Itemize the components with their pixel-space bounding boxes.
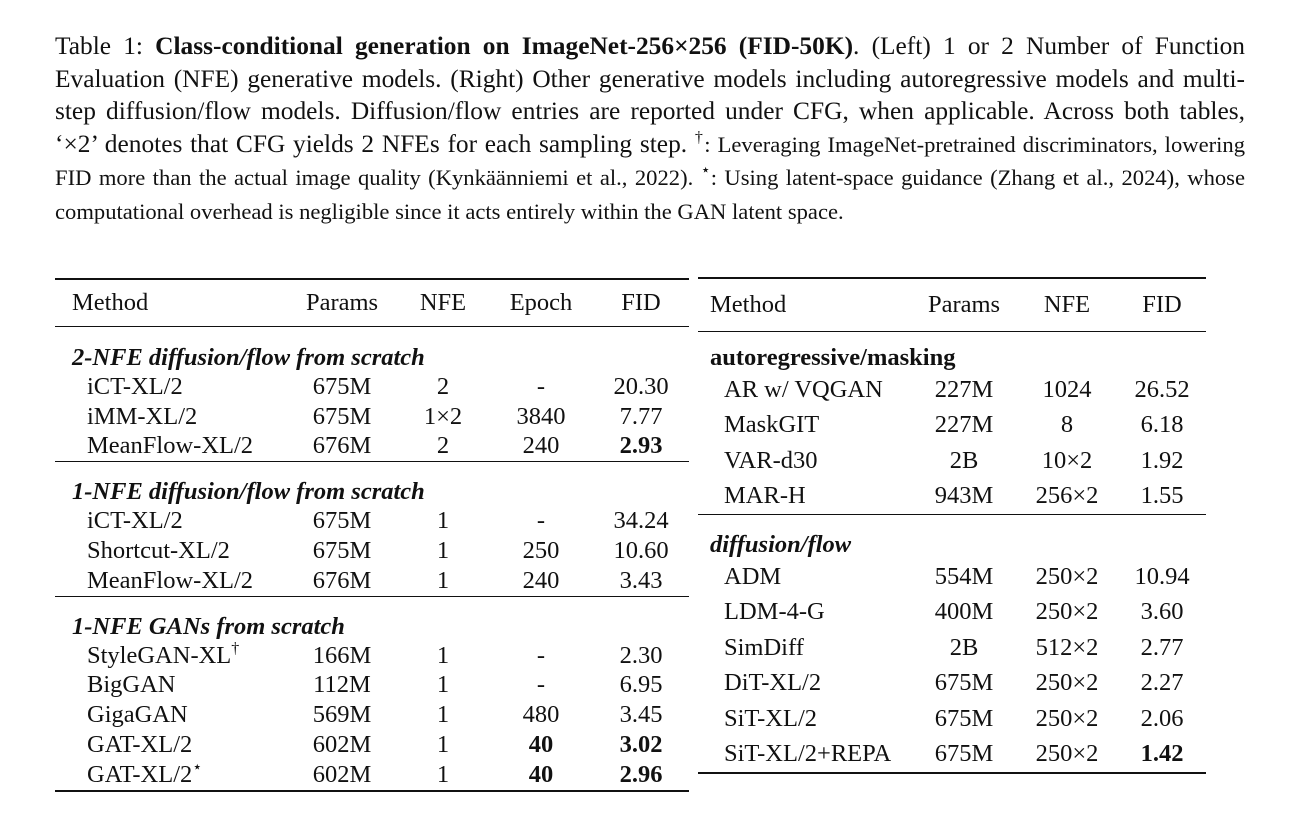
params-cell: 2B (949, 633, 979, 661)
params-cell: 675M (934, 704, 994, 732)
dagger-mark: † (694, 128, 705, 146)
params-cell: 569M (312, 701, 372, 729)
column-header: NFE (397, 279, 489, 327)
nfe-cell: 2 (436, 372, 450, 400)
nfe-cell: 250×2 (1035, 704, 1099, 732)
params-cell: 676M (287, 432, 397, 462)
method-cell: MeanFlow-XL/2 (55, 432, 287, 462)
section-header-row (55, 462, 689, 507)
column-header: NFE (1016, 278, 1118, 332)
method-cell: AR w/ VQGAN (724, 375, 883, 403)
column-header: Params (287, 279, 397, 327)
fid-cell: 2.27 (1140, 669, 1184, 697)
nfe-cell: 8 (1060, 411, 1074, 439)
fid-cell: 3.02 (619, 731, 663, 759)
fid-cell: 10.60 (613, 537, 669, 565)
table-row (698, 666, 1206, 702)
params-cell: 675M (312, 537, 372, 565)
method-cell: DiT-XL/2 (724, 669, 822, 697)
fid-cell: 2.96 (619, 760, 663, 788)
method-cell: GigaGAN (87, 701, 188, 729)
params-cell: 112M (313, 671, 371, 699)
params-cell: 227M (934, 411, 994, 439)
footnote-mark: ⋆ (192, 758, 203, 776)
epoch-cell: - (536, 641, 546, 669)
nfe-cell: 250×2 (1035, 562, 1099, 590)
table-row (55, 730, 689, 760)
column-header: Epoch (489, 279, 593, 327)
table-row (55, 700, 689, 730)
params-cell: 676M (287, 566, 397, 596)
table-row (55, 641, 689, 671)
section-title: 1-NFE diffusion/flow from scratch (72, 478, 425, 506)
params-cell: 400M (934, 598, 994, 626)
nfe-cell: 1×2 (423, 402, 463, 430)
footnote-mark: † (231, 639, 240, 657)
table-row (698, 479, 1206, 515)
method-cell: iMM-XL/2 (87, 402, 198, 430)
epoch-cell: 480 (522, 701, 560, 729)
section-title: autoregressive/masking (710, 344, 956, 371)
epoch-cell: 3840 (516, 402, 566, 430)
table-row (55, 372, 689, 402)
column-header: FID (593, 279, 689, 327)
nfe-cell: 2 (397, 432, 489, 462)
section-title: 1-NFE GANs from scratch (72, 612, 345, 640)
fid-cell: 26.52 (1134, 375, 1190, 403)
fid-cell: 34.24 (613, 507, 669, 535)
table-row (55, 671, 689, 701)
method-name: GAT-XL/2 (87, 760, 193, 788)
fid-cell: 3.45 (619, 701, 663, 729)
fid-cell: 3.43 (593, 566, 689, 596)
method-name: StyleGAN-XL (87, 641, 232, 669)
nfe-cell: 1 (436, 507, 450, 535)
table-row (698, 559, 1206, 595)
fid-cell: 3.60 (1140, 598, 1184, 626)
epoch-cell: - (536, 507, 546, 535)
section-title: diffusion/flow (710, 531, 852, 558)
epoch-cell: 40 (528, 760, 554, 788)
nfe-cell: 1 (436, 671, 450, 699)
caption-sentence: . (Left) 1 or 2 Number of Function Evaluation (NFE) generative models. (Right) Other generative models including autoregressive models and multi-step diffusion/flow models. Diffusion/flow entries are reported under CFG, when applicable. Across both tables, ‘×2’ denotes that CFG yields 2 NFEs for each sampling step. (55, 32, 1246, 158)
table-row (698, 443, 1206, 479)
fid-cell: 2.30 (619, 641, 663, 669)
method-cell: Shortcut-XL/2 (87, 537, 230, 565)
table-caption (55, 30, 1245, 229)
nfe-cell: 1 (436, 537, 450, 565)
epoch-cell: 40 (528, 731, 554, 759)
method-cell: BigGAN (87, 671, 176, 699)
caption-label: Table 1: (55, 32, 143, 60)
method-cell: iCT-XL/2 (87, 372, 183, 400)
table-row (698, 701, 1206, 737)
header-row (55, 279, 689, 327)
params-cell: 166M (312, 641, 372, 669)
nfe-cell: 256×2 (1016, 479, 1118, 515)
right-results-table (698, 277, 1206, 774)
star-mark: ⋆ (700, 162, 711, 180)
params-cell: 602M (312, 731, 372, 759)
nfe-cell: 1 (436, 760, 450, 788)
method-cell: SiT-XL/2+REPA (724, 740, 892, 768)
nfe-cell: 1024 (1042, 375, 1092, 403)
dagger-note: : Leveraging ImageNet-pretrained discriminators, lowering FID more than the actual image quality (Kynkäänniemi et al., 2022). (55, 131, 1245, 191)
method-cell (55, 641, 287, 671)
table-row (55, 566, 689, 596)
nfe-cell: 1 (436, 641, 450, 669)
fid-cell: 6.18 (1140, 411, 1184, 439)
nfe-cell: 250×2 (1035, 598, 1099, 626)
method-cell: ADM (724, 562, 782, 590)
nfe-cell: 1 (436, 731, 450, 759)
star-note: : Using latent-space guidance (Zhang et al., 2024), whose computational overhead is negligible since it acts entirely within the GAN latent space. (55, 165, 1245, 224)
fid-cell: 20.30 (613, 372, 669, 400)
section-header-row (55, 327, 689, 373)
epoch-cell: - (536, 671, 546, 699)
params-cell: 675M (934, 740, 994, 768)
nfe-cell: 250×2 (1035, 740, 1099, 768)
table-row (55, 760, 689, 791)
table-row (55, 536, 689, 566)
method-cell: MeanFlow-XL/2 (55, 566, 287, 596)
epoch-cell: 250 (522, 537, 560, 565)
method-cell: VAR-d30 (724, 446, 818, 474)
params-cell: 602M (312, 760, 372, 788)
fid-cell: 1.42 (1140, 740, 1184, 768)
params-cell: 227M (934, 375, 994, 403)
nfe-cell: 250×2 (1035, 669, 1099, 697)
column-header: FID (1118, 278, 1206, 332)
section-header-row (698, 515, 1206, 560)
params-cell: 675M (312, 402, 372, 430)
nfe-cell: 512×2 (1035, 633, 1099, 661)
fid-cell: 7.77 (619, 402, 663, 430)
section-title: 2-NFE diffusion/flow from scratch (72, 344, 425, 371)
method-cell: GAT-XL/2 (87, 731, 193, 759)
params-cell: 675M (934, 669, 994, 697)
fid-cell: 10.94 (1134, 562, 1190, 590)
params-cell: 675M (312, 507, 372, 535)
table-row (698, 372, 1206, 408)
fid-cell: 1.55 (1118, 479, 1206, 515)
method-cell: iCT-XL/2 (87, 507, 183, 535)
fid-cell: 2.77 (1140, 633, 1184, 661)
params-cell: 675M (312, 372, 372, 400)
table-row (55, 506, 689, 536)
method-cell: MAR-H (698, 479, 912, 515)
nfe-cell: 1 (397, 566, 489, 596)
column-header: Params (912, 278, 1016, 332)
epoch-cell: 240 (489, 432, 593, 462)
method-cell: LDM-4-G (724, 598, 825, 626)
table-row (698, 408, 1206, 444)
column-header: Method (698, 278, 912, 332)
fid-cell: 6.95 (619, 671, 663, 699)
table-row (698, 595, 1206, 631)
params-cell: 2B (949, 446, 979, 474)
table-row (698, 630, 1206, 666)
header-row (698, 278, 1206, 332)
table-row (698, 737, 1206, 774)
left-results-table (55, 278, 689, 792)
fid-cell: 1.92 (1140, 446, 1184, 474)
caption-title: Class-conditional generation on ImageNet-256×256 (FID-50K) (155, 32, 854, 60)
method-cell (55, 760, 287, 791)
section-header-row (55, 596, 689, 641)
nfe-cell: 10×2 (1041, 446, 1093, 474)
params-cell: 943M (912, 479, 1016, 515)
fid-cell: 2.93 (593, 432, 689, 462)
nfe-cell: 1 (436, 701, 450, 729)
section-header-row (698, 332, 1206, 373)
method-cell: SiT-XL/2 (724, 704, 818, 732)
method-cell: SimDiff (724, 633, 804, 661)
method-cell: MaskGIT (724, 411, 820, 439)
table-row (55, 432, 689, 462)
params-cell: 554M (934, 562, 994, 590)
epoch-cell: 240 (489, 566, 593, 596)
fid-cell: 2.06 (1140, 704, 1184, 732)
table-row (55, 402, 689, 432)
epoch-cell: - (536, 372, 546, 400)
column-header: Method (55, 279, 287, 327)
